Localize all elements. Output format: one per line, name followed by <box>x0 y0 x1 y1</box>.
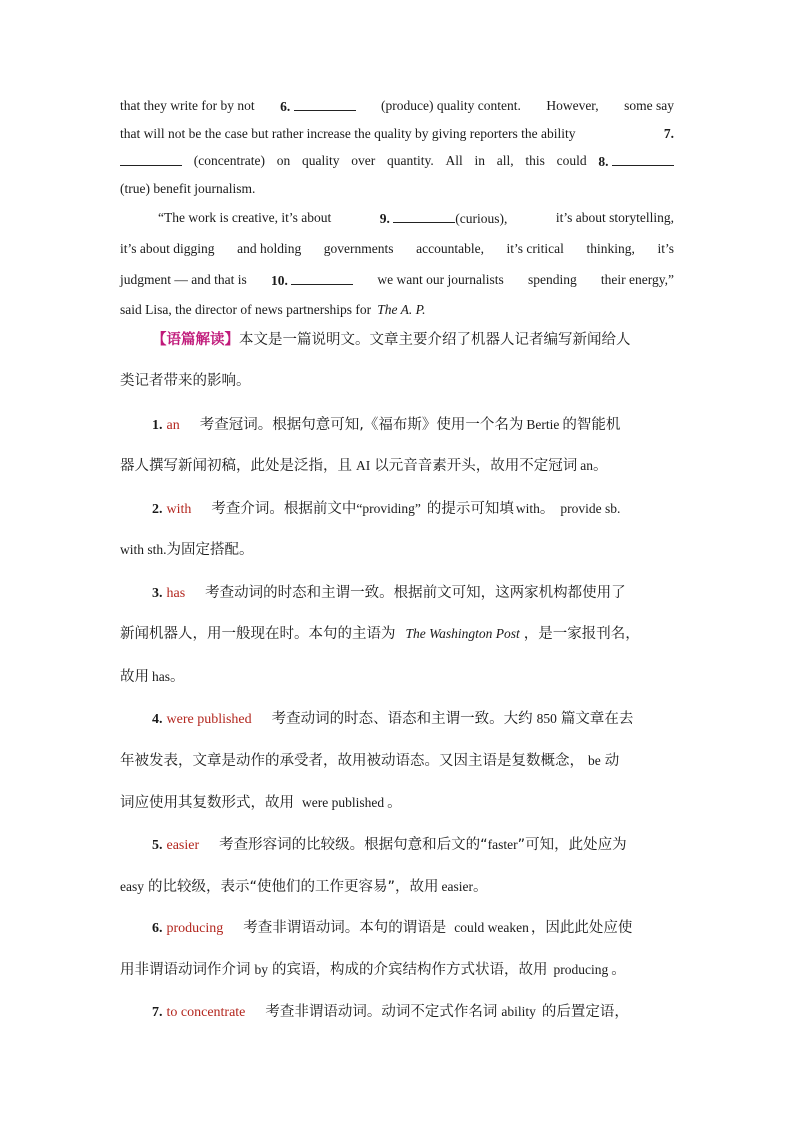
explanation-2-cont: with sth.为固定搭配。 <box>120 542 254 558</box>
explanation-1-cont: 器人撰写新闻初稿，此处是泛指，且 AI 以元音音素开头，故用不定冠词 an。 <box>120 458 608 474</box>
explanation-4: 4. were published 考查动词的时态、语态和主谓一致。大约 850 篇文章在去 <box>152 711 634 727</box>
publication-name: The A. P. <box>377 302 426 317</box>
question-number: 8. <box>598 154 609 169</box>
explanation-7: 7. to concentrate 考查非谓语动词。动词不定式作名词 ability 的后置定语， <box>152 1004 629 1020</box>
passage-line-8: said Lisa, the director of news partnerships for The A. P. <box>120 300 674 320</box>
explanation-5-cont: easy 的比较级，表示“使他们的工作更容易”，故用 easier。 <box>120 879 488 895</box>
explanation-2: 2. with 考查介词。根据前文中“providing” 的提示可知填 with。 provide sb. <box>152 501 621 517</box>
passage-line-2: that will not be the case but rather increase the quality by giving reporters the ability 7. <box>120 124 674 144</box>
explanation-3: 3. has 考查动词的时态和主谓一致。根据前文可知，这两家机构都使用了 <box>152 585 626 601</box>
answer-blank-10[interactable] <box>291 270 353 285</box>
question-number: 6. <box>280 99 291 114</box>
explanation-4-cont2: 词应使用其复数形式，故用 were published 。 <box>120 795 402 811</box>
answer-text: easier <box>166 838 200 853</box>
answer-text: with <box>166 502 192 517</box>
question-number: 10. <box>270 273 288 288</box>
reading-analysis-cont: 类记者带来的影响。 <box>120 373 251 389</box>
answer-blank-6[interactable] <box>294 96 356 111</box>
question-number: 7. <box>663 126 674 141</box>
answer-text: has <box>166 586 186 601</box>
answer-blank-8[interactable] <box>612 151 674 166</box>
explanation-4-cont: 年被发表，文章是动作的承受者，故用被动语态。又因主语是复数概念， be 动 <box>120 753 620 769</box>
passage-line-3: (concentrate) on quality over quantity. All in all, this could 8. <box>120 151 674 172</box>
answer-text: an <box>166 418 180 433</box>
answer-text: to concentrate <box>166 1005 246 1020</box>
explanation-6-cont: 用非谓语动词作介词 by 的宾语，构成的介宾结构作方式状语，故用 producing 。 <box>120 962 626 978</box>
explanation-6: 6. producing 考查非谓语动词。本句的谓语是 could weaken ，因此此处应使 <box>152 920 633 936</box>
explanation-3-cont: 新闻机器人，用一般现在时。本句的主语为 The Washington Post ，是一家报刊名， <box>120 626 640 642</box>
explanation-5: 5. easier 考查形容词的比较级。根据句意和后文的“faster”可知，此处应为 <box>152 837 627 853</box>
passage-line-6: it’s about digging and holding governments accountable, it’s critical thinking, it’s <box>120 241 674 256</box>
passage-line-5: “The work is creative, it’s about 9. (curious), it’s about storytelling, <box>158 210 674 226</box>
answer-blank-7[interactable] <box>120 151 182 166</box>
section-tag: 【语篇解读】 <box>152 332 239 348</box>
answer-text: producing <box>166 921 224 936</box>
answer-blank-9[interactable] <box>393 208 455 223</box>
passage-line-4: (true) benefit journalism. <box>120 181 256 196</box>
answer-text: were published <box>166 712 252 727</box>
explanation-1: 1. an 考查冠词。根据句意可知,《福布斯》使用一个名为 Bertie 的智能机 <box>152 417 621 433</box>
passage-line-1: that they write for by not 6. (produce) quality content. However, some say <box>120 98 674 114</box>
passage-line-7: judgment — and that is 10. we want our journalists spending their energy,” <box>120 272 674 288</box>
question-number: 9. <box>379 211 390 226</box>
reading-analysis: 【语篇解读】本文是一篇说明文。文章主要介绍了机器人记者编写新闻给人 <box>152 332 631 348</box>
explanation-3-cont2: 故用 has。 <box>120 669 185 685</box>
